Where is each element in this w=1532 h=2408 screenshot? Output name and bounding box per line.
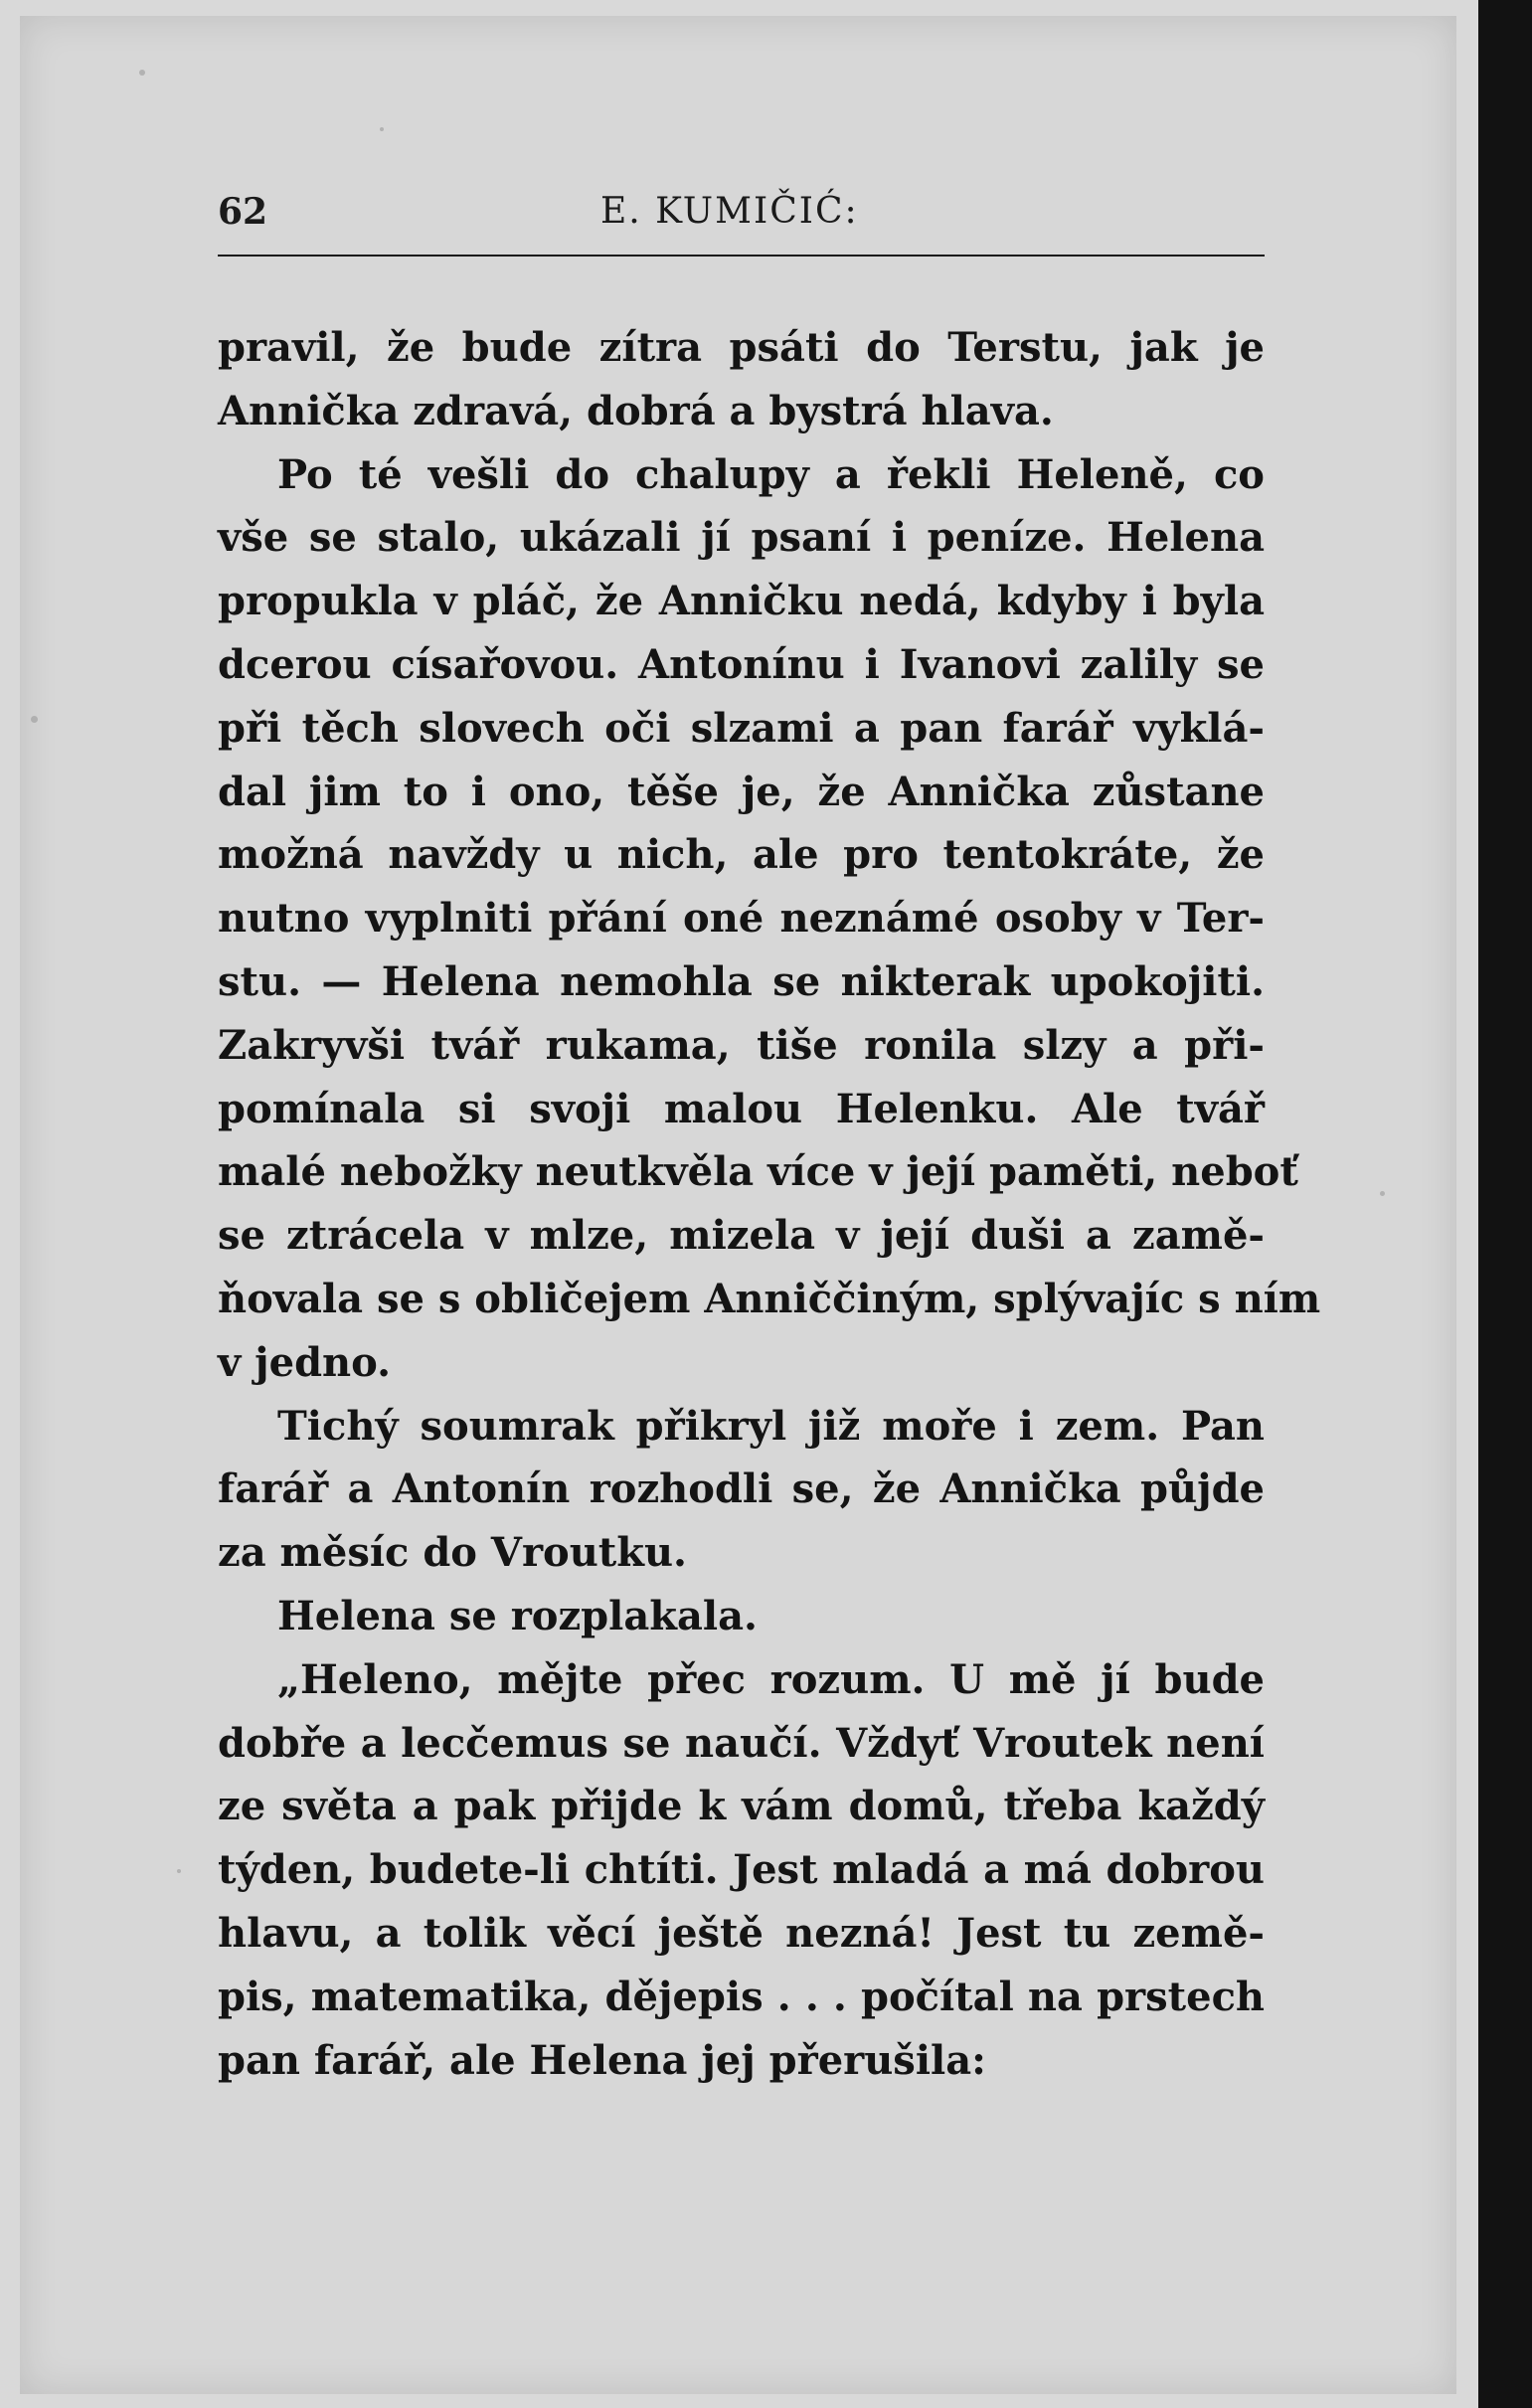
text-line: stu. — Helena nemohla se nikterak upokojiti. — [218, 957, 1265, 1005]
text-line: hlavu, a tolik věcí ještě nezná! Jest tu země- — [218, 1909, 1265, 1957]
text-line: se ztrácela v mlze, mizela v její duši a zamě- — [218, 1212, 1265, 1260]
running-head: E. KUMIČIĆ: — [600, 191, 859, 232]
paper-speck — [177, 1869, 181, 1873]
text-line: při těch slovech oči slzami a pan farář vyklá- — [218, 704, 1265, 752]
header-rule — [218, 255, 1265, 257]
paper-speck — [380, 127, 384, 131]
text-line: týden, budete-li chtíti. Jest mladá a má dobrou — [218, 1846, 1265, 1894]
text-line: možná navždy u nich, ale pro tentokráte, že — [218, 831, 1265, 879]
body-text — [218, 316, 1321, 2092]
text-line: pan farář, ale Helena jej přerušila: — [218, 2036, 986, 2084]
text-line: pravil, že bude zítra psáti do Terstu, jak je — [218, 324, 1265, 371]
text-line: pomínala si svoji malou Helenku. Ale tvář — [218, 1085, 1265, 1132]
text-line: ňovala se s obličejem Anniččiným, splývajíc s ním — [218, 1275, 1321, 1322]
text-line: dal jim to i ono, těše je, že Annička zůstane — [218, 768, 1265, 815]
text-line: farář a Antonín rozhodli se, že Annička půjde — [218, 1465, 1265, 1513]
text-line: Annička zdravá, dobrá a bystrá hlava. — [218, 387, 1054, 434]
text-line: v jedno. — [218, 1338, 392, 1386]
text-line: za měsíc do Vroutku. — [218, 1529, 687, 1577]
text-line: vše se stalo, ukázali jí psaní i peníze. Helena — [218, 514, 1265, 562]
text-line: malé nebožky neutkvěla více v její paměti, neboť — [218, 1148, 1298, 1196]
text-line: propukla v pláč, že Anničku nedá, kdyby i byla — [218, 578, 1265, 625]
text-line: ze světa a pak přijde k vám domů, třeba každý — [218, 1783, 1265, 1830]
text-line: „Heleno, mějte přec rozum. U mě jí bude — [277, 1655, 1265, 1703]
text-line: Zakryvši tvář rukama, tiše ronila slzy a při- — [218, 1021, 1265, 1069]
paper-speck — [31, 716, 38, 723]
paper-speck — [139, 70, 145, 76]
text-line: Helena se rozplakala. — [277, 1592, 758, 1639]
text-line: dcerou císařovou. Antonínu i Ivanovi zalily se — [218, 640, 1265, 688]
paper-speck — [1380, 1191, 1385, 1196]
text-line: Po té vešli do chalupy a řekli Heleně, co — [277, 450, 1265, 498]
page-header — [218, 191, 1265, 255]
text-line: pis, matematika, dějepis . . . počítal na prstech — [218, 1973, 1265, 2020]
text-line: Tichý soumrak přikryl již moře i zem. Pan — [277, 1402, 1265, 1450]
page-number: 62 — [218, 191, 268, 233]
text-line: nutno vyplniti přání oné neznámé osoby v Ter- — [218, 895, 1265, 943]
book-spine-shadow — [1478, 0, 1532, 2408]
text-line: dobře a lecčemus se naučí. Vždyť Vroutek není — [218, 1719, 1265, 1767]
